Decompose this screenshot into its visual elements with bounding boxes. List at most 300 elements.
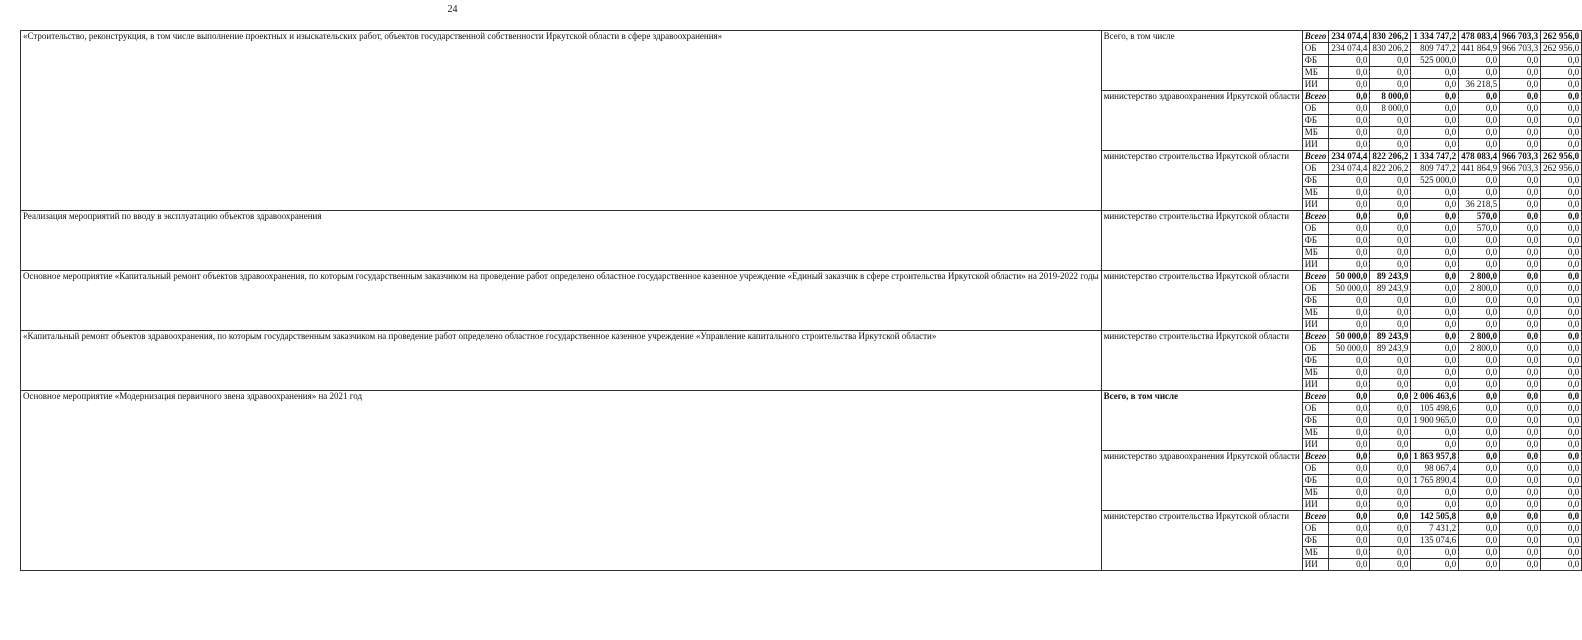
funding-source: ФБ [1302,415,1329,427]
amount-cell: 0,0 [1459,487,1500,499]
amount-cell: 0,0 [1329,235,1370,247]
amount-cell: 830 206,2 [1370,31,1411,43]
amount-cell: 0,0 [1411,115,1459,127]
amount-cell: 570,0 [1459,211,1500,223]
amount-cell: 0,0 [1541,511,1582,523]
amount-cell: 0,0 [1459,55,1500,67]
amount-cell: 0,0 [1329,535,1370,547]
amount-cell: 0,0 [1541,283,1582,295]
amount-cell: 0,0 [1411,499,1459,511]
amount-cell: 0,0 [1459,67,1500,79]
amount-cell: 0,0 [1459,535,1500,547]
amount-cell: 0,0 [1500,295,1541,307]
amount-cell: 0,0 [1370,211,1411,223]
amount-cell: 0,0 [1329,175,1370,187]
amount-cell: 0,0 [1541,523,1582,535]
amount-cell: 0,0 [1541,55,1582,67]
amount-cell: 0,0 [1329,463,1370,475]
amount-cell: 0,0 [1459,403,1500,415]
funding-source: ИИ [1302,559,1329,571]
amount-cell: 0,0 [1500,91,1541,103]
amount-cell: 0,0 [1370,55,1411,67]
amount-cell: 0,0 [1541,175,1582,187]
amount-cell: 262 956,0 [1541,43,1582,55]
amount-cell: 0,0 [1329,547,1370,559]
amount-cell: 0,0 [1500,391,1541,403]
amount-cell: 0,0 [1459,127,1500,139]
amount-cell: 0,0 [1329,79,1370,91]
amount-cell: 234 074,4 [1329,151,1370,163]
funding-source: ФБ [1302,55,1329,67]
funding-source: ФБ [1302,175,1329,187]
amount-cell: 0,0 [1500,367,1541,379]
funding-source: ОБ [1302,343,1329,355]
amount-cell: 0,0 [1329,475,1370,487]
amount-cell: 0,0 [1411,211,1459,223]
amount-cell: 0,0 [1411,307,1459,319]
amount-cell: 0,0 [1411,199,1459,211]
amount-cell: 0,0 [1541,271,1582,283]
amount-cell: 0,0 [1541,259,1582,271]
amount-cell: 0,0 [1329,115,1370,127]
amount-cell: 0,0 [1541,559,1582,571]
amount-cell: 262 956,0 [1541,163,1582,175]
amount-cell: 2 800,0 [1459,331,1500,343]
amount-cell: 0,0 [1459,187,1500,199]
amount-cell: 0,0 [1541,535,1582,547]
amount-cell: 0,0 [1459,499,1500,511]
amount-cell: 0,0 [1459,175,1500,187]
amount-cell: 0,0 [1500,331,1541,343]
amount-cell: 0,0 [1411,79,1459,91]
amount-cell: 0,0 [1411,487,1459,499]
amount-cell: 0,0 [1411,139,1459,151]
funding-source: Всего [1302,331,1329,343]
amount-cell: 0,0 [1541,487,1582,499]
amount-cell: 7 431,2 [1411,523,1459,535]
amount-cell: 0,0 [1500,475,1541,487]
amount-cell: 0,0 [1411,91,1459,103]
amount-cell: 0,0 [1541,115,1582,127]
amount-cell: 0,0 [1459,259,1500,271]
amount-cell: 98 067,4 [1411,463,1459,475]
amount-cell: 0,0 [1370,79,1411,91]
amount-cell: 2 800,0 [1459,343,1500,355]
amount-cell: 0,0 [1370,259,1411,271]
amount-cell: 0,0 [1370,487,1411,499]
amount-cell: 1 334 747,2 [1411,31,1459,43]
amount-cell: 0,0 [1500,355,1541,367]
amount-cell: 0,0 [1370,451,1411,463]
amount-cell: 0,0 [1500,307,1541,319]
amount-cell: 0,0 [1411,103,1459,115]
funding-source: Всего [1302,451,1329,463]
amount-cell: 0,0 [1411,355,1459,367]
amount-cell: 0,0 [1541,127,1582,139]
amount-cell: 0,0 [1541,367,1582,379]
amount-cell: 50 000,0 [1329,271,1370,283]
funding-source: Всего [1302,151,1329,163]
measure-name: Основное мероприятие «Капитальный ремонт объектов здравоохранения, по которым государственным заказчиком на проведение работ определено областное государственное казенное учреждение «Единый заказчик в сфере строительства Иркутской области» на 2019-2022 годы [21,271,1102,331]
amount-cell: 0,0 [1329,451,1370,463]
amount-cell: 50 000,0 [1329,343,1370,355]
amount-cell: 0,0 [1500,247,1541,259]
amount-cell: 89 243,9 [1370,343,1411,355]
amount-cell: 0,0 [1370,235,1411,247]
amount-cell: 8 000,0 [1370,91,1411,103]
amount-cell: 0,0 [1370,523,1411,535]
executor-name: Всего, в том числе [1101,391,1302,451]
amount-cell: 0,0 [1370,415,1411,427]
amount-cell: 0,0 [1329,91,1370,103]
amount-cell: 0,0 [1411,271,1459,283]
amount-cell: 0,0 [1541,223,1582,235]
amount-cell: 50 000,0 [1329,331,1370,343]
amount-cell: 0,0 [1411,259,1459,271]
amount-cell: 0,0 [1370,319,1411,331]
amount-cell: 0,0 [1500,127,1541,139]
funding-source: ИИ [1302,499,1329,511]
amount-cell: 135 074,6 [1411,535,1459,547]
amount-cell: 0,0 [1329,487,1370,499]
amount-cell: 234 074,4 [1329,163,1370,175]
amount-cell: 0,0 [1541,247,1582,259]
amount-cell: 0,0 [1541,91,1582,103]
amount-cell: 0,0 [1370,115,1411,127]
funding-source: ИИ [1302,139,1329,151]
amount-cell: 0,0 [1541,355,1582,367]
measure-name: Реализация мероприятий по вводу в эксплуатацию объектов здравоохранения [21,211,1102,271]
amount-cell: 0,0 [1500,427,1541,439]
amount-cell: 441 864,9 [1459,43,1500,55]
amount-cell: 966 703,3 [1500,43,1541,55]
amount-cell: 822 206,2 [1370,151,1411,163]
amount-cell: 0,0 [1370,367,1411,379]
amount-cell: 0,0 [1459,463,1500,475]
amount-cell: 0,0 [1500,463,1541,475]
amount-cell: 0,0 [1329,355,1370,367]
amount-cell: 0,0 [1500,55,1541,67]
amount-cell: 0,0 [1500,211,1541,223]
funding-source: ОБ [1302,523,1329,535]
amount-cell: 809 747,2 [1411,43,1459,55]
amount-cell: 0,0 [1329,523,1370,535]
amount-cell: 0,0 [1500,415,1541,427]
measure-name: Основное мероприятие «Модернизация первичного звена здравоохранения» на 2021 год [21,391,1102,571]
amount-cell: 1 900 965,0 [1411,415,1459,427]
funding-source: ФБ [1302,295,1329,307]
funding-source: Всего [1302,391,1329,403]
funding-source: ФБ [1302,475,1329,487]
amount-cell: 0,0 [1459,379,1500,391]
executor-name: министерство строительства Иркутской области [1101,511,1302,571]
funding-source: МБ [1302,307,1329,319]
amount-cell: 0,0 [1329,379,1370,391]
amount-cell: 0,0 [1411,379,1459,391]
amount-cell: 0,0 [1500,403,1541,415]
amount-cell: 478 083,4 [1459,31,1500,43]
table-row [21,31,1582,43]
funding-source: Всего [1302,31,1329,43]
amount-cell: 525 000,0 [1411,175,1459,187]
amount-cell: 0,0 [1329,223,1370,235]
executor-name: министерство здравоохранения Иркутской области [1101,451,1302,511]
amount-cell: 0,0 [1500,283,1541,295]
amount-cell: 2 800,0 [1459,283,1500,295]
amount-cell: 0,0 [1500,535,1541,547]
page-number: 24 [447,4,458,15]
amount-cell: 0,0 [1411,559,1459,571]
amount-cell: 0,0 [1411,547,1459,559]
amount-cell: 0,0 [1500,139,1541,151]
amount-cell: 0,0 [1329,307,1370,319]
measure-name: «Строительство, реконструкция, в том числе выполнение проектных и изыскательских работ, объектов государственной собственности Иркутской области в сфере здравоохранения» [21,31,1102,211]
amount-cell: 0,0 [1541,79,1582,91]
amount-cell: 0,0 [1370,295,1411,307]
funding-source: МБ [1302,367,1329,379]
funding-source: ИИ [1302,439,1329,451]
amount-cell: 0,0 [1459,139,1500,151]
funding-source: ФБ [1302,535,1329,547]
executor-name: министерство строительства Иркутской области [1101,151,1302,211]
amount-cell: 0,0 [1370,403,1411,415]
amount-cell: 0,0 [1329,319,1370,331]
amount-cell: 0,0 [1541,499,1582,511]
amount-cell: 0,0 [1329,67,1370,79]
funding-source: Всего [1302,211,1329,223]
amount-cell: 0,0 [1500,175,1541,187]
amount-cell: 0,0 [1329,127,1370,139]
amount-cell: 0,0 [1459,247,1500,259]
funding-source: ИИ [1302,199,1329,211]
amount-cell: 50 000,0 [1329,283,1370,295]
funding-source: Всего [1302,271,1329,283]
amount-cell: 0,0 [1500,259,1541,271]
amount-cell: 0,0 [1459,451,1500,463]
amount-cell: 0,0 [1500,439,1541,451]
table-row [21,211,1582,223]
amount-cell: 0,0 [1370,547,1411,559]
amount-cell: 0,0 [1500,67,1541,79]
amount-cell: 0,0 [1541,343,1582,355]
amount-cell: 0,0 [1500,271,1541,283]
amount-cell: 0,0 [1411,283,1459,295]
executor-name: министерство строительства Иркутской области [1101,271,1302,331]
amount-cell: 0,0 [1329,103,1370,115]
amount-cell: 0,0 [1370,187,1411,199]
funding-source: МБ [1302,547,1329,559]
funding-source: ОБ [1302,163,1329,175]
amount-cell: 0,0 [1411,295,1459,307]
amount-cell: 0,0 [1541,427,1582,439]
amount-cell: 234 074,4 [1329,43,1370,55]
amount-cell: 89 243,9 [1370,271,1411,283]
table-row [21,391,1582,403]
amount-cell: 0,0 [1500,319,1541,331]
executor-name: министерство здравоохранения Иркутской области [1101,91,1302,151]
amount-cell: 0,0 [1329,511,1370,523]
funding-source: ФБ [1302,235,1329,247]
funding-source: ФБ [1302,115,1329,127]
amount-cell: 478 083,4 [1459,151,1500,163]
funding-source: МБ [1302,187,1329,199]
amount-cell: 0,0 [1459,523,1500,535]
amount-cell: 2 800,0 [1459,271,1500,283]
amount-cell: 262 956,0 [1541,151,1582,163]
amount-cell: 89 243,9 [1370,331,1411,343]
amount-cell: 0,0 [1329,559,1370,571]
amount-cell: 142 505,8 [1411,511,1459,523]
funding-source: МБ [1302,127,1329,139]
amount-cell: 0,0 [1329,259,1370,271]
amount-cell: 0,0 [1541,475,1582,487]
amount-cell: 0,0 [1459,475,1500,487]
amount-cell: 0,0 [1329,295,1370,307]
amount-cell: 0,0 [1370,355,1411,367]
amount-cell: 0,0 [1459,355,1500,367]
amount-cell: 0,0 [1541,439,1582,451]
amount-cell: 0,0 [1541,295,1582,307]
amount-cell: 0,0 [1411,127,1459,139]
amount-cell: 36 218,5 [1459,79,1500,91]
amount-cell: 0,0 [1329,55,1370,67]
amount-cell: 0,0 [1459,427,1500,439]
budget-table [20,30,1582,571]
amount-cell: 0,0 [1541,379,1582,391]
amount-cell: 1 334 747,2 [1411,151,1459,163]
amount-cell: 0,0 [1500,511,1541,523]
amount-cell: 0,0 [1459,235,1500,247]
amount-cell: 0,0 [1370,511,1411,523]
amount-cell: 0,0 [1541,235,1582,247]
funding-source: Всего [1302,91,1329,103]
funding-source: ОБ [1302,283,1329,295]
amount-cell: 0,0 [1500,499,1541,511]
amount-cell: 0,0 [1541,187,1582,199]
executor-name: министерство строительства Иркутской области [1101,331,1302,391]
funding-source: ИИ [1302,379,1329,391]
amount-cell: 0,0 [1541,451,1582,463]
amount-cell: 262 956,0 [1541,31,1582,43]
funding-source: ОБ [1302,403,1329,415]
amount-cell: 2 006 463,6 [1411,391,1459,403]
amount-cell: 966 703,3 [1500,31,1541,43]
amount-cell: 0,0 [1541,403,1582,415]
funding-source: ОБ [1302,43,1329,55]
amount-cell: 0,0 [1329,439,1370,451]
amount-cell: 0,0 [1411,439,1459,451]
amount-cell: 0,0 [1329,427,1370,439]
funding-source: Всего [1302,511,1329,523]
amount-cell: 0,0 [1329,415,1370,427]
amount-cell: 0,0 [1541,391,1582,403]
amount-cell: 0,0 [1329,367,1370,379]
amount-cell: 0,0 [1411,319,1459,331]
amount-cell: 0,0 [1370,499,1411,511]
amount-cell: 0,0 [1459,559,1500,571]
amount-cell: 0,0 [1459,391,1500,403]
amount-cell: 0,0 [1329,499,1370,511]
amount-cell: 0,0 [1370,247,1411,259]
amount-cell: 0,0 [1459,415,1500,427]
amount-cell: 0,0 [1500,523,1541,535]
funding-source: ОБ [1302,463,1329,475]
funding-source: ИИ [1302,319,1329,331]
amount-cell: 441 864,9 [1459,163,1500,175]
table-row [21,331,1582,343]
amount-cell: 0,0 [1411,67,1459,79]
amount-cell: 0,0 [1411,427,1459,439]
funding-source: МБ [1302,67,1329,79]
amount-cell: 0,0 [1370,175,1411,187]
amount-cell: 0,0 [1541,547,1582,559]
executor-name: министерство строительства Иркутской области [1101,211,1302,271]
measure-name: «Капитальный ремонт объектов здравоохранения, по которым государственным заказчиком на проведение работ определено областное государственное казенное учреждение «Управление капитального строительства Иркутской области» [21,331,1102,391]
table-row [21,271,1582,283]
amount-cell: 0,0 [1370,139,1411,151]
amount-cell: 8 000,0 [1370,103,1411,115]
amount-cell: 0,0 [1541,67,1582,79]
amount-cell: 0,0 [1500,223,1541,235]
funding-source: ИИ [1302,79,1329,91]
amount-cell: 0,0 [1370,199,1411,211]
amount-cell: 0,0 [1500,103,1541,115]
amount-cell: 822 206,2 [1370,163,1411,175]
amount-cell: 0,0 [1500,343,1541,355]
amount-cell: 0,0 [1411,367,1459,379]
amount-cell: 0,0 [1500,379,1541,391]
amount-cell: 0,0 [1500,547,1541,559]
funding-source: ОБ [1302,223,1329,235]
amount-cell: 0,0 [1370,307,1411,319]
amount-cell: 0,0 [1500,187,1541,199]
amount-cell: 0,0 [1459,511,1500,523]
funding-source: МБ [1302,247,1329,259]
amount-cell: 0,0 [1541,463,1582,475]
amount-cell: 0,0 [1329,247,1370,259]
amount-cell: 0,0 [1541,307,1582,319]
amount-cell: 0,0 [1541,139,1582,151]
amount-cell: 0,0 [1411,235,1459,247]
amount-cell: 0,0 [1411,223,1459,235]
amount-cell: 966 703,3 [1500,151,1541,163]
amount-cell: 0,0 [1459,547,1500,559]
amount-cell: 0,0 [1500,115,1541,127]
amount-cell: 0,0 [1541,103,1582,115]
amount-cell: 0,0 [1541,415,1582,427]
amount-cell: 0,0 [1411,331,1459,343]
amount-cell: 0,0 [1500,199,1541,211]
amount-cell: 830 206,2 [1370,43,1411,55]
amount-cell: 0,0 [1370,475,1411,487]
amount-cell: 89 243,9 [1370,283,1411,295]
amount-cell: 0,0 [1459,307,1500,319]
amount-cell: 0,0 [1500,559,1541,571]
amount-cell: 1 765 890,4 [1411,475,1459,487]
amount-cell: 0,0 [1459,103,1500,115]
amount-cell: 234 074,4 [1329,31,1370,43]
amount-cell: 0,0 [1459,295,1500,307]
amount-cell: 0,0 [1370,379,1411,391]
amount-cell: 0,0 [1500,451,1541,463]
funding-source: ИИ [1302,259,1329,271]
amount-cell: 105 498,6 [1411,403,1459,415]
amount-cell: 0,0 [1459,115,1500,127]
funding-source: ОБ [1302,103,1329,115]
amount-cell: 0,0 [1541,319,1582,331]
amount-cell: 0,0 [1541,199,1582,211]
amount-cell: 0,0 [1500,487,1541,499]
